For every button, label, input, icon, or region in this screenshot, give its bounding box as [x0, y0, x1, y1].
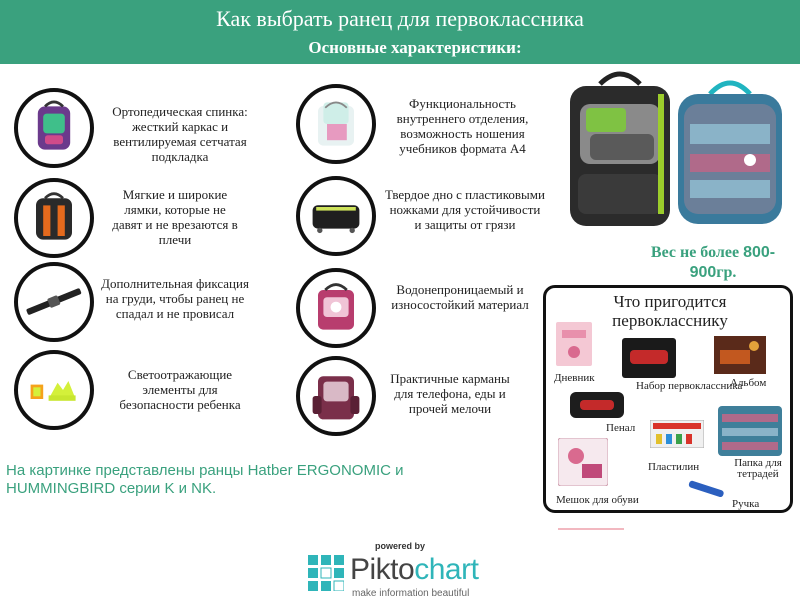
pencil-case-icon — [570, 392, 624, 418]
reflective-elements-icon — [14, 350, 94, 430]
backpack-pockets-icon — [296, 356, 376, 436]
item-label: Папка для тетрадей — [734, 457, 782, 480]
item-label: Дневник — [554, 372, 595, 384]
brand-part-a: Pikto — [350, 553, 415, 586]
weight-unit: гр. — [716, 264, 737, 281]
supplies-title: Что пригодится первокласснику — [612, 292, 728, 330]
school-supplies-box — [543, 285, 793, 513]
feature-text: Дополнительная фиксация на груди, чтобы ранец не спадал и не провисал — [101, 276, 249, 321]
backpack-material-icon — [296, 268, 376, 348]
feature-text: Функциональность внутреннего отделения, возможность ношения учебников формата А4 — [396, 96, 529, 156]
feature-text: Мягкие и широкие лямки, которые не давят и не врезаются в плечи — [112, 187, 238, 247]
diary-icon — [556, 322, 592, 366]
divider-line — [558, 528, 624, 530]
models-note: На картинке представлены ранцы Hatber ERGONOMIC и HUMMINGBIRD серии K и NK. — [6, 462, 404, 497]
backpack-bottom-icon — [296, 176, 376, 256]
plasticine-icon — [650, 420, 704, 448]
page-title: Как выбрать ранец для первоклассника — [216, 6, 584, 31]
backpack-orthopedic-icon — [14, 88, 94, 168]
shoe-bag-icon — [558, 438, 608, 486]
powered-by-text: powered by — [374, 541, 425, 551]
backpack-open-icon — [296, 84, 376, 164]
item-label: Пенал — [606, 422, 636, 434]
backpack-straps-icon — [14, 178, 94, 258]
notebook-folder-icon — [718, 406, 782, 456]
item-label: Мешок для обуви — [556, 494, 639, 506]
brand-tagline: make information beautiful — [352, 588, 470, 599]
backpacks-image — [560, 64, 790, 234]
item-label: Ручка — [732, 498, 760, 510]
album-icon — [714, 336, 766, 374]
weight-note — [628, 243, 798, 283]
item-label: Альбом — [730, 377, 767, 389]
pen-icon — [686, 480, 730, 500]
feature-text: Водонепроницаемый и износостойкий материал — [391, 282, 529, 312]
item-label: Пластилин — [648, 461, 700, 473]
feature-text: Практичные карманы для телефона, еды и прочей мелочи — [390, 371, 510, 416]
starter-kit-icon — [622, 338, 676, 378]
weight-text: Вес не более — [650, 244, 744, 261]
feature-text: Твердое дно с пластиковыми ножками для устойчивости и защиты от грязи — [385, 187, 545, 232]
feature-text: Ортопедическая спинка: жесткий каркас и вентилируемая сетчатая подкладка — [112, 104, 248, 164]
brand-part-b: chart — [414, 553, 479, 586]
page-subtitle: Основные характеристики: — [308, 38, 522, 57]
item-label: Набор первоклассника — [636, 380, 743, 392]
piktochart-logo-icon[interactable] — [308, 555, 344, 591]
piktochart-wordmark[interactable] — [350, 553, 478, 587]
header-banner — [0, 0, 800, 64]
feature-text: Светоотражающие элементы для безопасности ребенка — [119, 367, 241, 412]
chest-strap-icon — [14, 262, 94, 342]
weight-value: 800-900 — [689, 244, 776, 281]
